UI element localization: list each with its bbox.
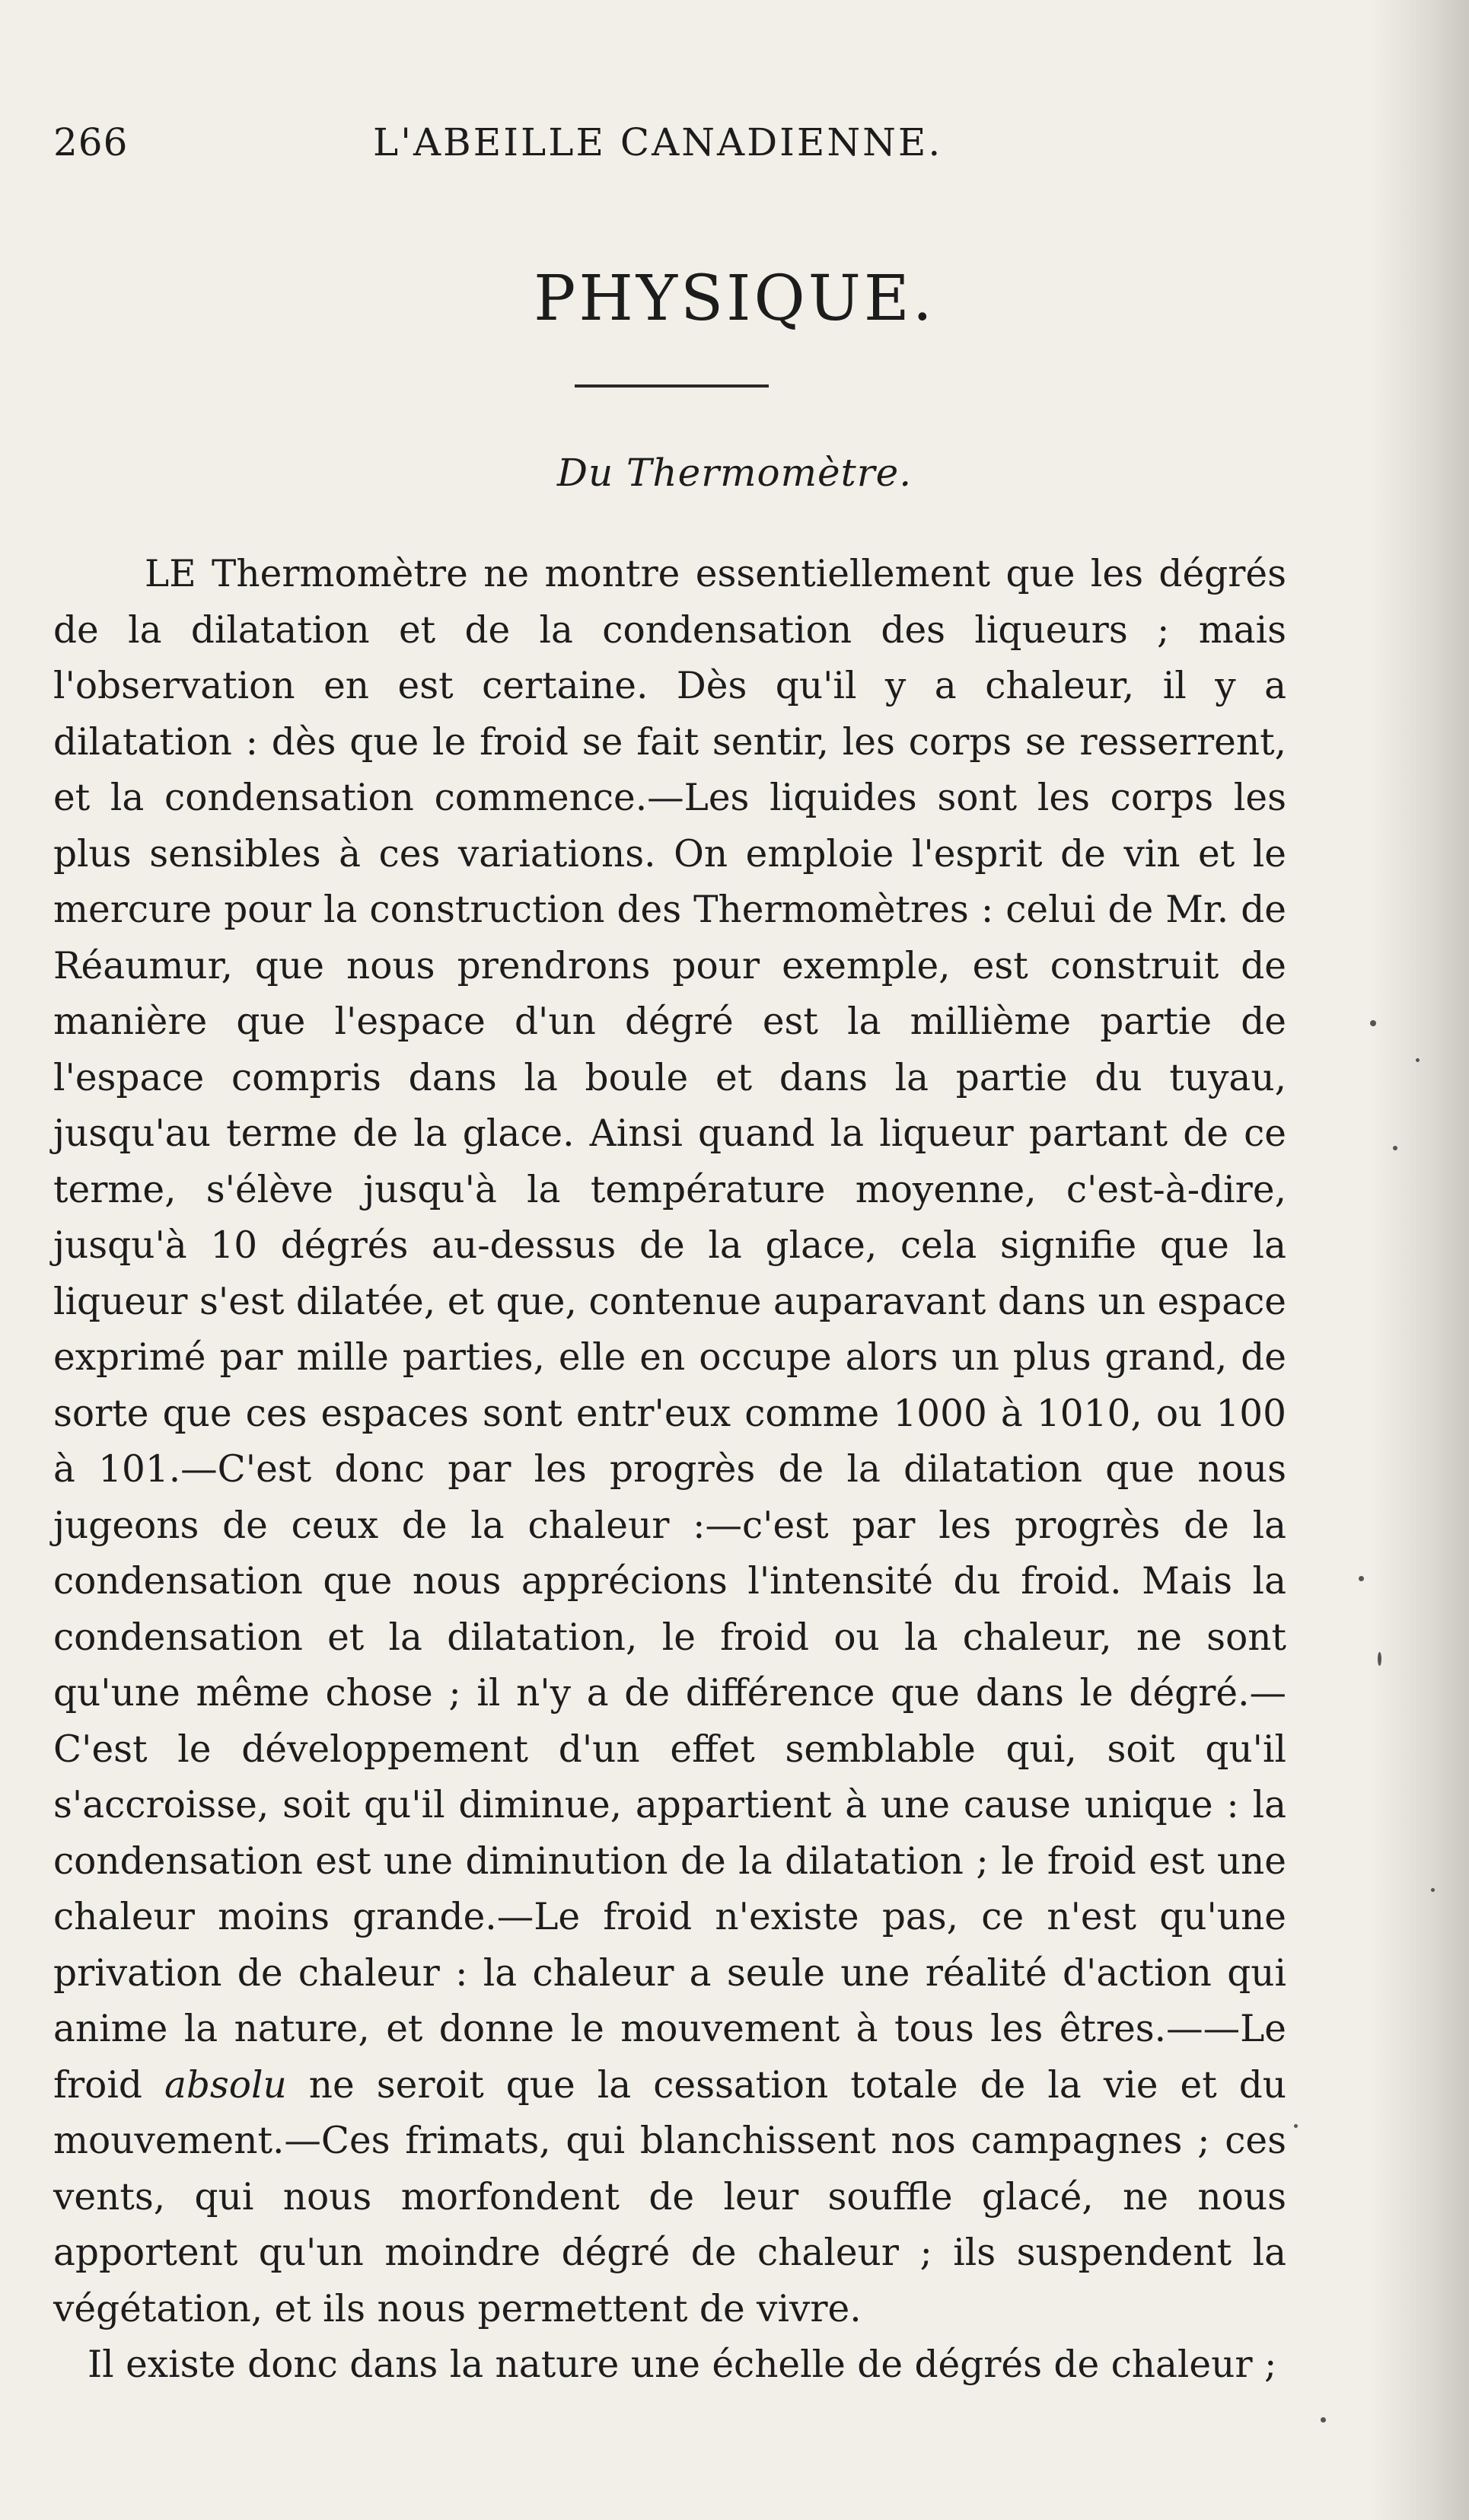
page-header	[53, 114, 1302, 175]
article-subtitle: Du Thermomètre.	[556, 451, 913, 495]
scan-edge-shadow	[1370, 0, 1469, 2520]
paragraph-1	[53, 547, 1286, 2337]
paragraph-1-text-b: ne seroit que la cessation totale de la vie et du mouvement.—Ces frimats, qui blanchissent nos campagnes ; ces vents, qui nous morfondent de leur souffle glacé, ne nous apportent qu'un moindre dégré de chaleur ; ils suspendent la végétation, et ils nous permettent de vivre.	[53, 2063, 1287, 2330]
running-title: L'ABEILLE CANADIENNE.	[373, 120, 943, 164]
article-body	[53, 547, 1286, 2394]
paragraph-2: Il existe donc dans la nature une échelle de dégrés de chaleur ;	[88, 2343, 1277, 2386]
title-divider	[575, 384, 769, 388]
paragraph-1-text-a: LE Thermomètre ne montre essentiellement que les dégrés de la dilatation et de la condensation des liqueurs ; mais l'observation en est certaine. Dès qu'il y a chaleur, il y a dilatation : dès que le froid se fait sentir, les corps se resserrent, et la condensation commence.—Les liquides sont les corps les plus sensibles à ces variations. On emploie l'esprit de vin et le mercure pour la construction des Thermomètres : celui de Mr. de Réaumur, que nous prendrons pour exemple, est construit de manière que l'espace d'un dégré est la millième partie de l'espace compris dans la boule et dans la partie du tuyau, jusqu'au terme de la glace. Ainsi quand la liqueur partant de ce terme, s'élève jusqu'à la température moyenne, c'est-à-dire, jusqu'à 10 dégrés au-dessus de la glace, cela signifie que la liqueur s'est dilatée, et que, contenue auparavant dans un espace exprimé par mille parties, elle en occupe alors un plus grand, de sorte que ces espaces sont entr'eux comme 1000 à 1010, ou 100 à 101.—C'est donc par les progrès de la dilatation que nous jugeons de ceux de la chaleur :—c'est par les progrès de la condensation que nous apprécions l'intensité du froid. Mais la condensation et la dilatation, le froid ou la chaleur, ne sont qu'une même chose ; il n'y a de différence que dans le dégré.—C'est le développement d'un effet semblable qui, soit qu'il s'accroisse, soit qu'il diminue, appartient à une cause unique : la condensation est une diminution de la dilatation ; le froid est une chaleur moins grande.—Le froid n'existe pas, ce n'est qu'une privation de chaleur : la chaleur a seule une réalité d'action qui anime la nature, et donne le mouvement à tous les êtres.——Le froid	[53, 553, 1286, 2107]
section-title: PHYSIQUE.	[534, 263, 935, 335]
page-number: 266	[53, 120, 129, 164]
emphasis-absolu: absolu	[164, 2063, 287, 2107]
